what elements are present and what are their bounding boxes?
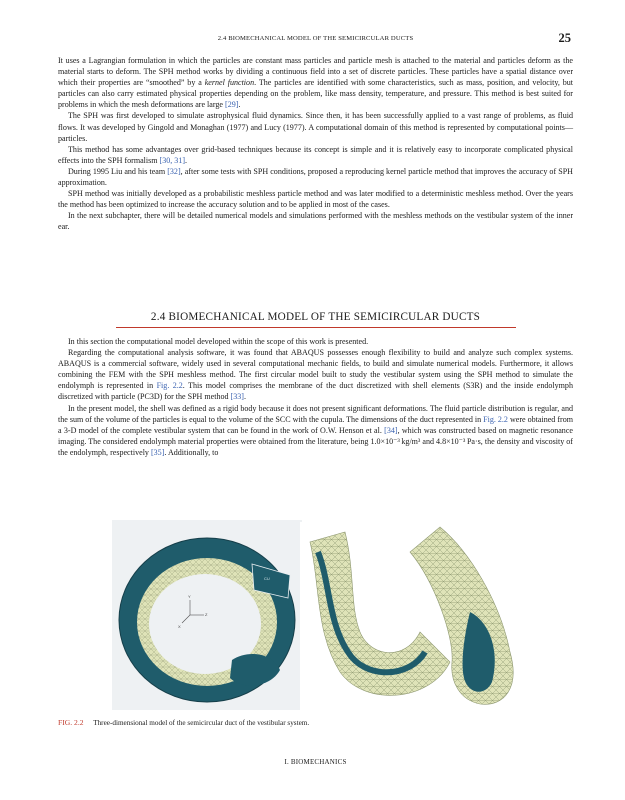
axis-label-z: Z	[205, 612, 208, 617]
section-rule	[116, 327, 516, 328]
figure-panel-duct-closeup	[300, 522, 530, 712]
body-text-top	[58, 55, 573, 233]
figure-link[interactable]: Fig. 2.2	[483, 414, 508, 424]
paragraph: In this section the computational model developed within the scope of this work is presented.	[68, 337, 369, 346]
duct-mesh-illustration	[300, 522, 530, 712]
figure-caption-text: Three-dimensional model of the semicircular duct of the vestibular system.	[93, 719, 310, 727]
axis-label-y: Y	[188, 594, 191, 599]
figure-caption-label: FIG. 2.2	[58, 718, 84, 727]
paragraph: This method has some advantages over grid-based techniques because its concept is simple and it is relatively easy to incorporate complicated physical effects into the SPH formalism [30, 31].	[58, 144, 573, 165]
citation-link[interactable]: [35]	[150, 447, 165, 457]
paragraph: In the present model, the shell was defined as a rigid body because it does not present significant deformations. The fluid particle distribution is regular, and the sum of the volume of the particles is equal to the volume of the SCC with the cupula. The dimensions of the duct represented in Fig. 2.2 were obtained from a 3-D model of the complete vestibular system that can be found in the work of O.W. Henson et al. [34], which was constructed based on magnetic resonance imaging. The considered endolymph material properties were obtained from the literature, being 1.0×10⁻³ kg/m³ and 4.8×10⁻³ Pa·s, the density and viscosity of the endolymph, respectively [35]. Additionally, to	[58, 403, 573, 457]
citation-link[interactable]: [30, 31]	[159, 155, 186, 165]
axis-label-x: X	[178, 624, 181, 629]
citation-link[interactable]: [34]	[384, 425, 398, 435]
running-title: 2.4 BIOMECHANICAL MODEL OF THE SEMICIRCULAR DUCTS	[217, 35, 414, 42]
paragraph: The SPH was first developed to simulate astrophysical fluid dynamics. Since then, it has been successfully applied to a vast range of problems, as fluid flows. It was developed by Gingold and Monaghan (1977) and Lucy (1977). A computational domain of this method is represented by computational points—particles.	[58, 111, 573, 143]
citation-link[interactable]: [29]	[225, 100, 239, 110]
ring-mesh-illustration	[112, 520, 302, 710]
paragraph: During 1995 Liu and his team [32], after some tests with SPH conditions, proposed a reproducing kernel particle method that improves the accuracy of SPH approximation.	[58, 166, 573, 188]
section-heading	[58, 311, 573, 328]
figure-caption	[58, 718, 573, 727]
citation-link[interactable]: [33]	[230, 392, 244, 402]
cupula-label: CU	[264, 576, 270, 581]
section-title: 2.4 BIOMECHANICAL MODEL OF THE SEMICIRCULAR DUCTS	[150, 311, 481, 323]
paragraph: Regarding the computational analysis software, it was found that ABAQUS possesses enough flexibility to build and analyze such complex systems. ABAQUS is a commercial software, widely used in several computational mechanic fields, to build and simulate numerical models. Furthermore, it allows combining the FEM with the SPH meshless method. The first circular model built to study the vestibular system using the SPH method to simulate the endolymph is represented in Fig. 2.2. This model comprises the membrane of the duct discretized with shell elements (S3R) and the inside endolymph discretized with particle (PC3D) for the SPH method [33].	[58, 348, 573, 402]
paragraph: In the next subchapter, there will be detailed numerical models and simulations performed with the meshless methods on the vestibular system of the inner ear.	[58, 211, 573, 232]
figure-panel-ring-model	[112, 520, 302, 710]
citation-link[interactable]: [32]	[167, 166, 181, 176]
paragraph: It uses a Lagrangian formulation in which the particles are constant mass particles and particle mesh is attached to the material and particles deform as the material starts to deform. The SPH method works by dividing a continuous field into a set of discrete particles. These particles have a spatial distance over which their properties are “smoothed” by a kernel function. The particles are identified with some characteristics, such as mass, position, and velocity, but particles can also carry estimated physical properties depending on the problem, like mass density, temperature, and pressure. This method is best suited for problems in which the mesh deformations are large [29].	[58, 56, 574, 110]
page-footer: I. BIOMECHANICS	[284, 758, 347, 766]
figure-link[interactable]: Fig. 2.2	[156, 381, 183, 391]
body-text-bottom	[58, 336, 573, 458]
running-header	[58, 28, 573, 48]
page-number: 25	[558, 31, 571, 45]
paragraph: SPH method was initially developed as a probabilistic meshless particle method and was later modified to a deterministic meshless method. Over the years the method has been optimized to increase the accuracy solution and to be applied in most of the cases.	[58, 189, 573, 210]
